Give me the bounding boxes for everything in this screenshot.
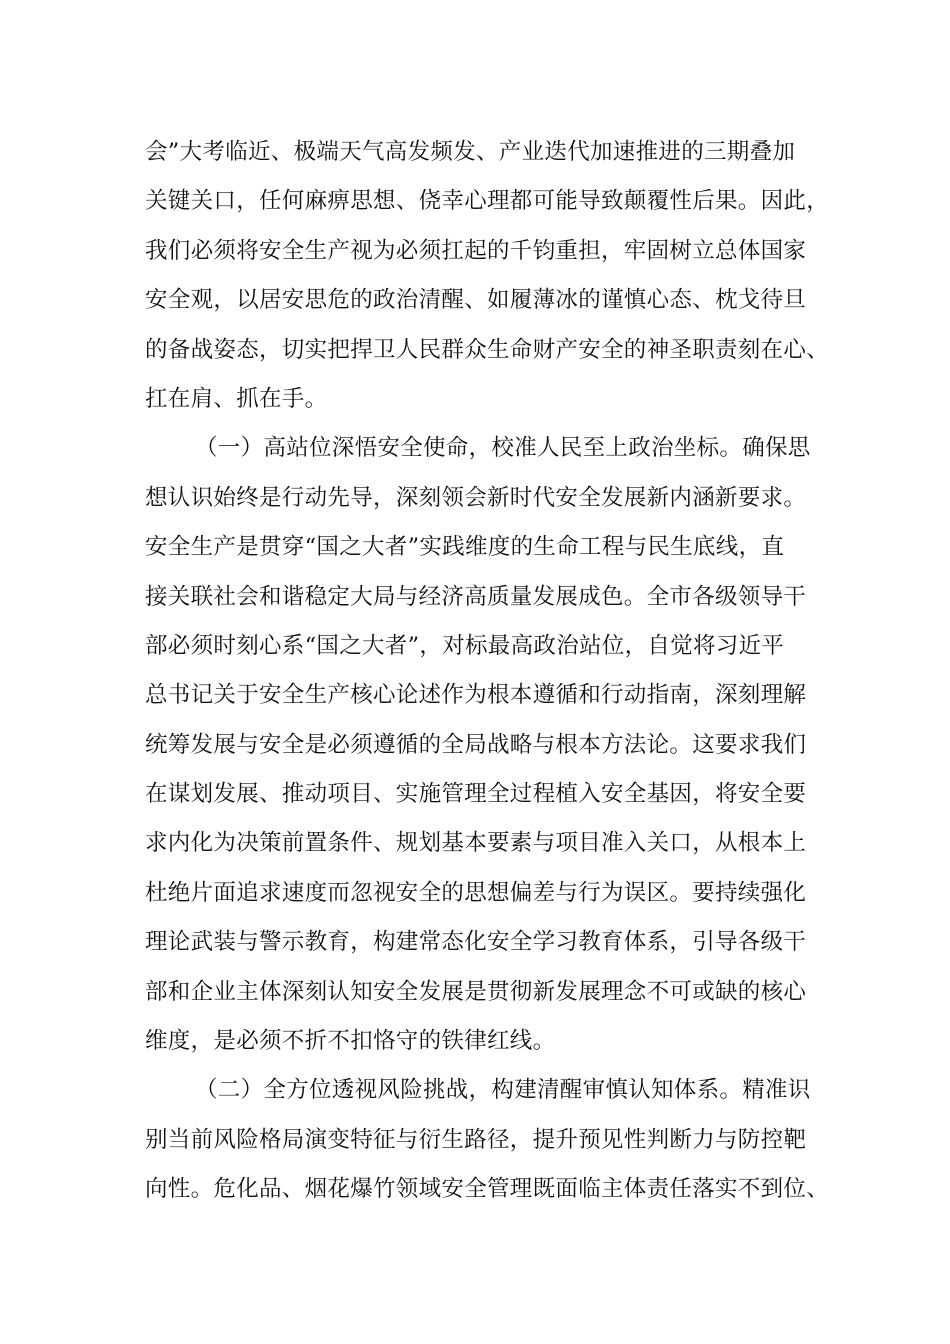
text-line: 我们必须将安全生产视为必须扛起的千钧重担，牢固树立总体国家: [145, 237, 807, 264]
text-line: 部必须时刻心系“国之大者”，对标最高政治站位，自觉将习近平: [145, 632, 785, 659]
text-line: 想认识始终是行动先导，深刻领会新时代安全发展新内涵新要求。: [145, 484, 807, 511]
text-line: 安全观，以居安思危的政治清醒、如履薄冰的谨慎心态、枕戈待旦: [145, 287, 807, 314]
text-line: 总书记关于安全生产核心论述作为根本遵循和行动指南，深刻理解: [145, 682, 807, 709]
paragraph: [145, 128, 835, 424]
text-line: 会”大考临近、极端天气高发频发、产业迭代加速推进的三期叠加: [145, 139, 796, 165]
text-line: 关键关口，任何麻痹思想、侥幸心理都可能导致颠覆性后果。因此，: [145, 188, 830, 215]
text-line: 维度，是必须不折不扣恪守的铁律红线。: [145, 1028, 556, 1055]
text-line: 理论武装与警示教育，构建常态化安全学习教育体系，引导各级干: [145, 929, 807, 956]
text-line: 别当前风险格局演变特征与衍生路径，提升预见性判断力与防控靶: [145, 1126, 807, 1153]
text-line: 安全生产是贯穿“国之大者”实践维度的生命工程与民生底线，直: [145, 534, 785, 561]
text-line: 向性。危化品、烟花爆竹领域安全管理既面临主体责任落实不到位、: [145, 1176, 830, 1203]
text-line: 接关联社会和谐稳定大局与经济高质量发展成色。全市各级领导干: [145, 583, 807, 610]
text-line: （二）全方位透视风险挑战，构建清醒审慎认知体系。精准识: [195, 1077, 811, 1104]
text-line: 求内化为决策前置条件、规划基本要素与项目准入关口，从根本上: [145, 830, 807, 857]
text-line: 在谋划发展、推动项目、实施管理全过程植入安全基因，将安全要: [145, 781, 807, 808]
paragraph: [145, 424, 835, 1066]
text-line: 统筹发展与安全是必须遵循的全局战略与根本方法论。这要求我们: [145, 731, 807, 758]
text-line: （一）高站位深悟安全使命，校准人民至上政治坐标。确保思: [195, 435, 811, 462]
text-line: 部和企业主体深刻认知安全发展是贯彻新发展理念不可或缺的核心: [145, 978, 807, 1005]
paragraph: [145, 1066, 835, 1214]
document-body: [145, 128, 835, 1215]
text-line: 的备战姿态，切实把捍卫人民群众生命财产安全的神圣职责刻在心、: [145, 336, 830, 363]
text-line: 扛在肩、抓在手。: [145, 385, 328, 412]
text-line: 杜绝片面追求速度而忽视安全的思想偏差与行为误区。要持续强化: [145, 879, 807, 906]
